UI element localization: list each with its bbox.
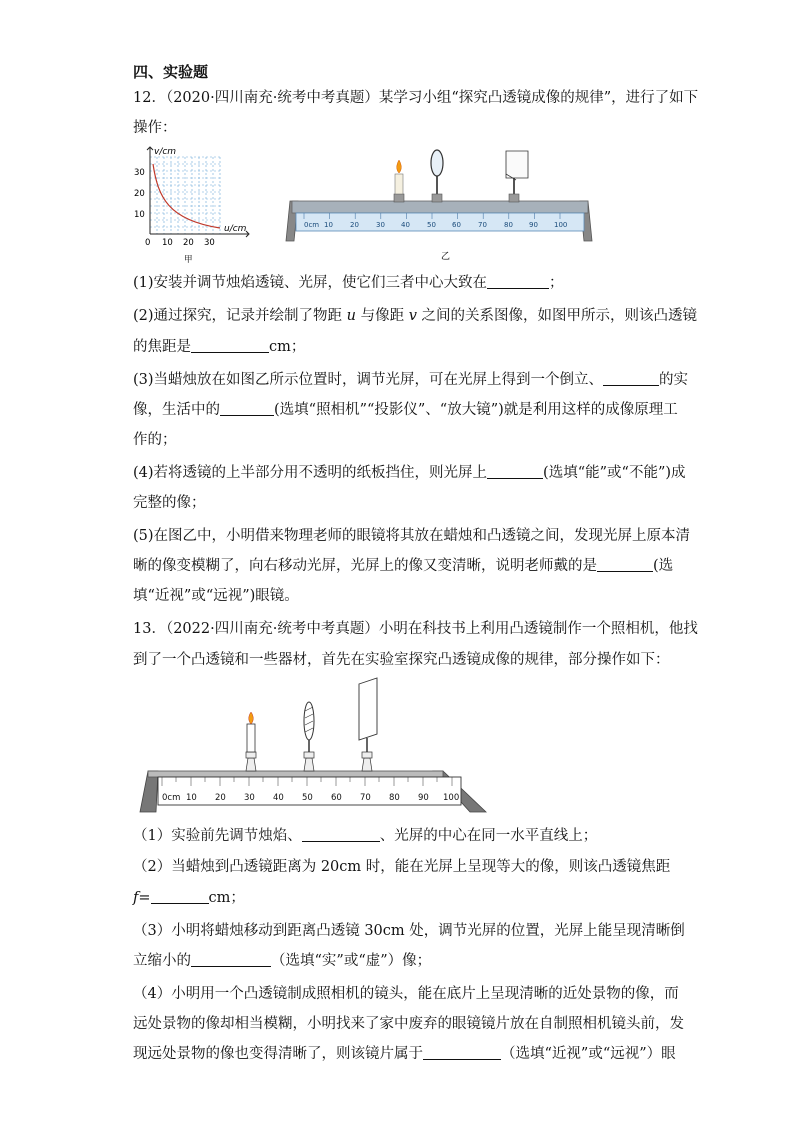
q12-part3-text-c: 像，生活中的	[133, 402, 220, 418]
graph-xtick-30: 30	[204, 238, 215, 248]
q12-ruler-label-80: 80	[504, 221, 513, 229]
q12-part4-line2: 完整的像；	[133, 495, 206, 511]
q13-part3-text-b: （选填“实”或“虚”）像；	[271, 953, 432, 969]
q12-part1-text: (1)安装并调节烛焰透镜、光屏，使它们三者中心大致在	[133, 275, 488, 291]
q13-ruler-label-10: 10	[186, 793, 197, 803]
q13-part4-text-a: 现远处景物的像也变得清晰了，则该镜片属于	[133, 1046, 423, 1062]
q13-part4-line2: 远处景物的像却相当模糊，小明找来了家中废弃的眼镜镜片放在自制照相机镜头前，发	[133, 1016, 684, 1032]
q12-part2-text-a: (2)通过探究，记录并绘制了物距	[133, 308, 347, 324]
q12-part1-end: ；	[549, 275, 564, 291]
q13-part1-text-a: （1）实验前先调节烛焰、	[133, 828, 302, 844]
q13-ruler-label-70: 70	[360, 793, 371, 803]
q13-part1-text-b: 、光屏的中心在同一水平直线上；	[379, 828, 598, 844]
graph-caption: 甲	[184, 255, 193, 265]
q12-ruler-label-10: 10	[324, 221, 333, 229]
q13-stem-line1: 13．（2022·四川南充·统考中考真题）小明在科技书上利用凸透镜制作一个照相机，他找	[133, 621, 698, 637]
q12-part3-text-d: (选填“照相机”“投影仪”、“放大镜”)就是利用这样的成像原理工	[274, 402, 678, 418]
lens-icon	[304, 702, 314, 771]
q12-part3-text-a: (3)当蜡烛放在如图乙所示位置时，调节光屏，可在光屏上得到一个倒立、	[133, 372, 604, 388]
q12-part2-text-d: 的焦距是	[133, 339, 191, 355]
q13-answer-blank-3[interactable]	[191, 952, 271, 967]
q13-part4-line1: （4）小明用一个凸透镜制成照相机的镜头，能在底片上呈现清晰的近处景物的像，而	[133, 986, 679, 1002]
q13-part2-unit: cm；	[208, 890, 245, 906]
screen-icon	[359, 678, 377, 771]
graph-ytick-10: 10	[134, 210, 145, 220]
q13-ruler-label-60: 60	[331, 793, 342, 803]
q12-ruler-label-50: 50	[427, 221, 436, 229]
q12-answer-blank-6[interactable]	[597, 557, 653, 572]
q12-ruler-label-40: 40	[401, 221, 410, 229]
q12-part4-line1	[133, 463, 686, 483]
q12-answer-blank-4[interactable]	[220, 401, 274, 416]
graph-xtick-10: 10	[162, 238, 173, 248]
q12-part1	[133, 273, 564, 293]
lens-icon	[431, 150, 443, 202]
q13-part3-line1: （3）小明将蜡烛移动到距离凸透镜 30cm 处，调节光屏的位置，光屏上能呈现清晰倒	[133, 923, 685, 939]
q12-part2-line2	[133, 337, 305, 357]
q12-optical-bench	[284, 146, 604, 266]
q12-part2-line1	[133, 306, 697, 326]
section-title: 四、实验题	[133, 63, 209, 81]
q13-ruler-label-40: 40	[273, 793, 284, 803]
q12-stem-line1: 12．（2020·四川南充·统考中考真题）某学习小组“探究凸透镜成像的规律”，进行了如下	[133, 90, 699, 106]
q12-part4-text-a: (4)若将透镜的上半部分用不透明的纸板挡住，则光屏上	[133, 465, 488, 481]
q12-part3-line2	[133, 400, 678, 420]
q12-part5-text-b: (选	[653, 558, 674, 574]
q13-part4-line3	[133, 1044, 676, 1064]
q13-part2-line2	[133, 888, 245, 908]
q13-part2-equals: =	[138, 890, 151, 906]
q13-answer-blank-4[interactable]	[423, 1045, 501, 1060]
q13-part3-line2	[133, 951, 431, 971]
graph-ytick-30: 30	[134, 168, 145, 178]
q12-part3-line1	[133, 370, 688, 390]
q12-ruler-label-70: 70	[478, 221, 487, 229]
q12-part2-text-c: 之间的关系图像，如图甲所示，则该凸透镜	[416, 308, 698, 324]
q12-var-v: v	[408, 308, 417, 324]
q12-ruler-label-0: 0cm	[304, 221, 320, 229]
q12-var-u: u	[346, 308, 356, 324]
q12-part4-text-b: (选填“能”或“不能”)成	[543, 465, 686, 481]
q12-answer-blank-5[interactable]	[487, 464, 543, 479]
q12-part3-text-b: 的实	[659, 372, 689, 388]
candle-icon	[246, 712, 256, 771]
q13-part1	[133, 826, 597, 846]
q13-ruler-label-0: 0cm	[162, 793, 181, 803]
q13-answer-blank-1[interactable]	[302, 827, 380, 842]
q13-part2-line1: （2）当蜡烛到凸透镜距离为 20cm 时，能在光屏上呈现等大的像，则该凸透镜焦距	[133, 859, 671, 875]
q13-optical-bench	[128, 676, 498, 816]
q12-part2-text-b: 与像距	[356, 308, 409, 324]
q12-answer-blank-2[interactable]	[191, 338, 269, 353]
graph-ylabel: v/cm	[154, 147, 177, 157]
q12-bench-caption: 乙	[441, 252, 451, 262]
q13-ruler-label-90: 90	[418, 793, 429, 803]
q13-part3-text-a: 立缩小的	[133, 953, 191, 969]
graph-xtick-0: 0	[145, 238, 151, 248]
q12-part5-line3: 填“近视”或“远视”)眼镜。	[133, 588, 299, 604]
graph-xtick-20: 20	[183, 238, 194, 248]
q12-ruler-label-60: 60	[452, 221, 461, 229]
candle-icon	[394, 160, 404, 202]
screen-icon	[506, 151, 528, 202]
q13-stem-line2: 到了一个凸透镜和一些器材，首先在实验室探究凸透镜成像的规律，部分操作如下：	[133, 652, 670, 668]
graph-xlabel: u/cm	[224, 224, 247, 234]
q12-part5-text-a: 晰的像变模糊了，向右移动光屏，光屏上的像又变清晰，说明老师戴的是	[133, 558, 597, 574]
q12-uv-graph	[128, 142, 278, 267]
q12-ruler-label-100: 100	[554, 221, 568, 229]
q12-stem-line2: 操作：	[133, 120, 177, 136]
q13-answer-blank-2[interactable]	[151, 889, 209, 904]
q12-ruler-label-30: 30	[376, 221, 385, 229]
q12-answer-blank-3[interactable]	[603, 371, 659, 386]
q12-part5-line2	[133, 556, 673, 576]
q13-var-f: f	[133, 890, 139, 906]
q12-part2-unit: cm；	[269, 339, 306, 355]
q12-answer-blank-1[interactable]	[487, 274, 549, 289]
q12-ruler-label-90: 90	[529, 221, 538, 229]
q13-ruler-label-20: 20	[215, 793, 226, 803]
q13-ruler-label-50: 50	[302, 793, 313, 803]
q12-part5-line1: (5)在图乙中，小明借来物理老师的眼镜将其放在蜡烛和凸透镜之间，发现光屏上原本清	[133, 528, 691, 544]
q12-ruler-label-20: 20	[350, 221, 359, 229]
q13-part4-text-b: （选填“近视”或“远视”）眼	[501, 1046, 676, 1062]
q13-ruler-label-80: 80	[389, 793, 400, 803]
q13-ruler-label-100: 100	[443, 793, 460, 803]
graph-ytick-20: 20	[134, 189, 145, 199]
q13-ruler-label-30: 30	[244, 793, 255, 803]
q12-part3-line3: 作的；	[133, 432, 177, 448]
